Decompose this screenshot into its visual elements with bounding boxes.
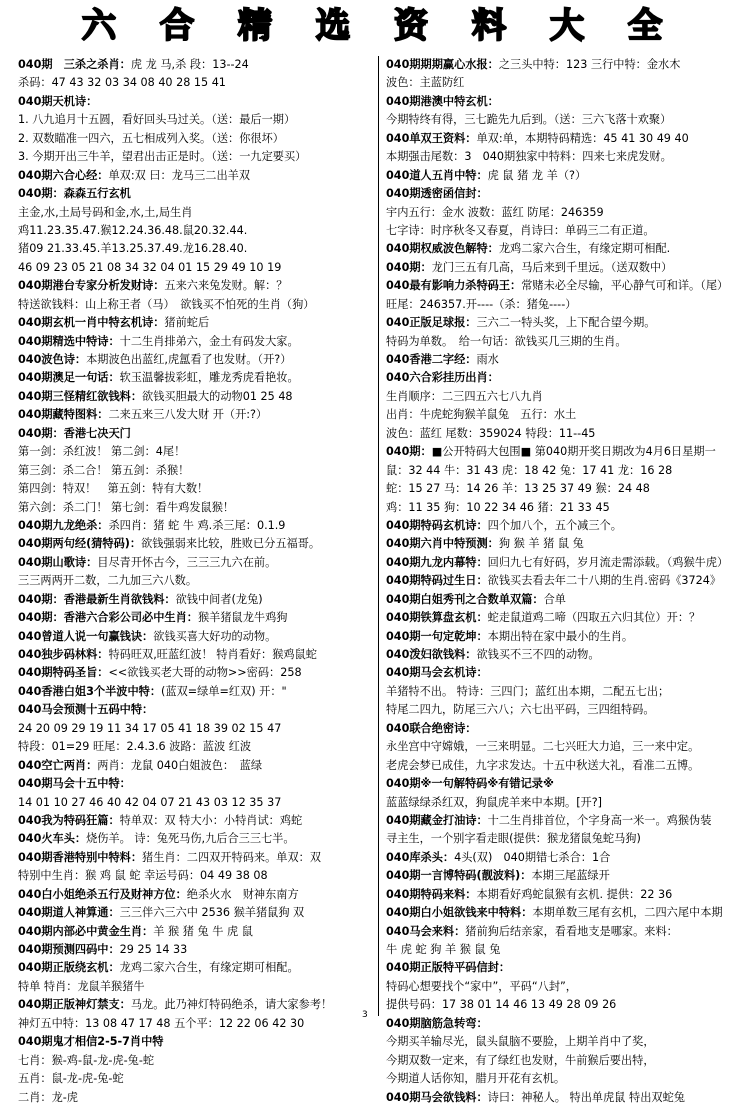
entry-text: 欲钱买喜大好功的动物。 bbox=[153, 629, 277, 643]
entry-heading: 040期一句定乾坤： bbox=[386, 629, 488, 643]
text-line bbox=[18, 757, 378, 775]
entry-heading: 040正版足球报： bbox=[386, 316, 477, 330]
text-line bbox=[386, 240, 738, 258]
entry-text: 特段：01=29 旺尾：2.4.3.6 波路：蓝波 红波 bbox=[18, 740, 252, 754]
entry-text: 龙鸡二家六合生，有缘定期可相配。 bbox=[119, 961, 299, 975]
entry-text: 1. 八九追月十五圆，看好回头马过关。（送：最后一期） bbox=[18, 113, 296, 127]
entry-text: 第六剑：杀二门！ 第七剑：看牛鸡发鼠猴！ bbox=[18, 500, 235, 514]
entry-heading: 040期铁算盘玄机： bbox=[386, 611, 488, 625]
entry-text: 本期单数三尾有玄机，二四六尾中本期 bbox=[532, 906, 723, 920]
entry-heading: 040联合绝密诗： bbox=[386, 721, 477, 735]
entry-text: 今期双数一定来，有了绿红也发财，牛前猴后要出特， bbox=[386, 1053, 655, 1067]
text-line bbox=[386, 628, 738, 646]
entry-text: 十二生肖排首位，个字身高一米一。鸡猴伪装 bbox=[487, 813, 712, 827]
entry-text: 合单 bbox=[543, 592, 566, 606]
entry-text: 本期看好鸡蛇鼠猴有玄机. 提供：22 36 bbox=[476, 887, 673, 901]
text-line bbox=[386, 296, 738, 314]
entry-heading: 040期马会玄机诗： bbox=[386, 666, 488, 680]
text-line bbox=[18, 93, 378, 111]
entry-heading: 040曾道人说一句赢钱诀： bbox=[18, 629, 154, 643]
text-line bbox=[18, 664, 378, 682]
entry-text: 出肖：牛虎蛇狗猴羊鼠兔 五行：水土 bbox=[386, 408, 577, 422]
text-line bbox=[18, 1033, 378, 1051]
text-line bbox=[386, 572, 738, 590]
entry-text: 欲钱买去看去年二十八期的生肖.密码《3724》 bbox=[487, 574, 722, 588]
entry-text: 蛇：15 27 马：14 26 羊：13 25 37 49 猴：24 48 bbox=[386, 482, 650, 496]
entry-heading: 040期透密函信封： bbox=[386, 187, 488, 201]
text-line bbox=[18, 959, 378, 977]
text-line bbox=[386, 185, 738, 203]
entry-text: 第四剑：特双！ 第五剑：特有大数！ bbox=[18, 482, 209, 496]
entry-text: 二肖：龙-虎 bbox=[18, 1090, 78, 1104]
entry-heading: 040期马会欲钱料： bbox=[386, 1090, 488, 1104]
entry-text: 单双:单，本期特码精选：45 41 30 49 40 bbox=[476, 131, 689, 145]
entry-heading: 040期玄机一肖中特玄机诗： bbox=[18, 316, 165, 330]
entry-heading: 040白小姐绝杀五行及财神方位： bbox=[18, 887, 187, 901]
entry-heading: 040期精选中特诗： bbox=[18, 334, 120, 348]
entry-text: 猪前狗后结亲家，看看地支是哪家。来料： bbox=[465, 924, 678, 938]
text-line bbox=[386, 1089, 738, 1107]
text-line bbox=[386, 812, 738, 830]
entry-heading: 040期权威波色解特： bbox=[386, 242, 499, 256]
entry-text: 回归九七有好码，岁月流走需添载。（鸡猴牛虎） bbox=[487, 555, 729, 569]
entry-text: 鸡11.23.35.47.猴12.24.36.48.鼠20.32.44. bbox=[18, 223, 248, 237]
entry-text: 生肖顺序：二三四五六七八九肖 bbox=[386, 389, 543, 403]
text-line bbox=[18, 240, 378, 258]
entry-text: 寻主生，一个别字看走眼(提供：猴龙猪鼠兔蛇马狗) bbox=[386, 832, 641, 846]
entry-heading: 040期九龙内幕特： bbox=[386, 555, 488, 569]
entry-heading: 040期特码圣旨： bbox=[18, 666, 109, 680]
entry-heading: 040期香港特别中特料： bbox=[18, 850, 143, 864]
text-line bbox=[386, 978, 738, 996]
text-line bbox=[386, 591, 738, 609]
entry-text: 主金,水,土局号码和金,水,土,局生肖 bbox=[18, 205, 193, 219]
entry-text: 24 20 09 29 19 11 34 17 05 41 18 39 02 15 47 bbox=[18, 721, 282, 735]
text-line bbox=[386, 1070, 738, 1088]
text-line bbox=[386, 388, 738, 406]
entry-heading: 040期天机诗： bbox=[18, 94, 98, 108]
entry-heading: 040期六肖中特预测： bbox=[386, 537, 499, 551]
entry-text: 14 01 10 27 46 40 42 04 07 21 43 03 12 35 37 bbox=[18, 795, 282, 809]
text-line bbox=[386, 701, 738, 719]
entry-text: 老虎会梦已成佳，九字求发达。十五中秋送大礼，看准二五博。 bbox=[386, 758, 700, 772]
text-line bbox=[18, 812, 378, 830]
text-line bbox=[18, 1089, 378, 1107]
entry-text: 马龙。此乃神灯特码绝杀，请大家参考！ bbox=[130, 998, 333, 1012]
text-line bbox=[18, 535, 378, 553]
text-line bbox=[386, 720, 738, 738]
text-line bbox=[386, 646, 738, 664]
entry-text: 特码心想要找个“家中”，平码“八封”， bbox=[386, 979, 577, 993]
entry-text: 今期买羊输尽光，鼠头鼠脑不要脸，上期羊肖中了奖， bbox=[386, 1035, 655, 1049]
entry-text: 三三两两开二数，二九加三六八数。 bbox=[18, 574, 198, 588]
text-line bbox=[386, 351, 738, 369]
title-char: 料 bbox=[472, 6, 506, 46]
entry-text: 波色：蓝红 尾数：359024 特段：11--45 bbox=[386, 426, 596, 440]
text-line bbox=[18, 609, 378, 627]
entry-text: 狗 猴 羊 猪 鼠 兔 bbox=[498, 537, 584, 551]
text-line bbox=[18, 480, 378, 498]
text-line bbox=[386, 56, 738, 74]
entry-text: 杀码：47 43 32 03 34 08 40 28 15 41 bbox=[18, 76, 226, 90]
text-line bbox=[386, 314, 738, 332]
entry-heading: 040波色诗： bbox=[18, 353, 87, 366]
entry-heading: 040泼妇欲钱料： bbox=[386, 648, 477, 661]
text-line bbox=[386, 406, 738, 424]
text-line bbox=[386, 111, 738, 129]
text-line bbox=[386, 1052, 738, 1070]
text-line bbox=[386, 499, 738, 517]
text-line bbox=[18, 923, 378, 941]
entry-text: 七字诗：时序秋冬又春夏，肖诗曰：单码三二有正道。 bbox=[386, 223, 655, 237]
title-char: 资 bbox=[394, 6, 428, 46]
entry-text: 欲钱买不三不四的动物。 bbox=[476, 648, 600, 661]
entry-text: 雨水 bbox=[476, 353, 499, 366]
text-line bbox=[18, 978, 378, 996]
text-line bbox=[386, 204, 738, 222]
text-line bbox=[18, 388, 378, 406]
entry-text: 本期强击尾数：3 040期独家中特料：四来七来虎发财。 bbox=[386, 150, 672, 164]
text-line bbox=[18, 591, 378, 609]
text-line bbox=[386, 664, 738, 682]
entry-text: 常赌未必全尽输，平心静气可和详。（尾） bbox=[521, 279, 729, 293]
entry-heading: 040期※一句解特码※有错记录※ bbox=[386, 777, 554, 791]
text-line bbox=[18, 443, 378, 461]
entry-text: 软玉温馨拔彩虹，雕龙秀虎看艳妆。 bbox=[119, 371, 299, 385]
text-line bbox=[18, 1052, 378, 1070]
text-line bbox=[386, 757, 738, 775]
entry-text: 诗曰：神秘人。 特出单虎鼠 特出双蛇兔 bbox=[487, 1090, 685, 1104]
entry-heading: 040期 三杀之杀肖： bbox=[18, 58, 131, 71]
text-line bbox=[18, 369, 378, 387]
entry-text: 单双:双 曰：龙马三二出羊双 bbox=[108, 168, 251, 182]
text-line bbox=[386, 996, 738, 1014]
entry-text: 特尾二四九，防尾三六八；六七出平码，三四组特码。 bbox=[386, 703, 655, 717]
entry-heading: 040期三怪精红欲钱料： bbox=[18, 389, 143, 403]
entry-text: 鼠：32 44 牛：31 43 虎：18 42 兔：17 41 龙：16 28 bbox=[386, 463, 673, 477]
title-char: 精 bbox=[238, 6, 272, 46]
entry-text: 本期三尾蓝绿开 bbox=[531, 869, 610, 883]
text-line bbox=[18, 628, 378, 646]
text-line bbox=[386, 130, 738, 148]
entry-text: 龙门三五有几高，马后来到千里远。（送双数中） bbox=[431, 260, 673, 274]
text-line bbox=[386, 959, 738, 977]
text-line bbox=[18, 886, 378, 904]
text-line bbox=[18, 111, 378, 129]
text-line bbox=[386, 867, 738, 885]
text-line bbox=[18, 1015, 378, 1033]
entry-heading: 040期内部必中黄金生肖： bbox=[18, 924, 154, 938]
entry-text: 本期出特在家中最小的生肖。 bbox=[487, 629, 634, 643]
entry-heading: 040期白姐秀刊之合数单双篇： bbox=[386, 592, 544, 606]
text-line bbox=[386, 462, 738, 480]
text-line bbox=[18, 738, 378, 756]
text-line bbox=[18, 646, 378, 664]
text-line bbox=[18, 554, 378, 572]
entry-heading: 040期：香港最新生肖欲钱料： bbox=[18, 592, 176, 606]
title-char: 大 bbox=[550, 6, 584, 46]
text-line bbox=[386, 277, 738, 295]
entry-heading: 040期鬼才相信2-5-7肖中特 bbox=[18, 1035, 164, 1049]
entry-text: 杀四肖：猪 蛇 牛 鸡.杀三尾：0.1.9 bbox=[108, 518, 286, 532]
text-line bbox=[18, 277, 378, 295]
entry-heading: 040香港白姐3个半波中特： bbox=[18, 684, 162, 698]
entry-heading: 040期： bbox=[386, 445, 432, 459]
entry-heading: 040库杀头： bbox=[386, 850, 455, 864]
entry-text: 烧伤羊。 诗：兔死马伤,九后合三三七半。 bbox=[86, 832, 295, 846]
text-line bbox=[18, 204, 378, 222]
entry-text: 十二生肖排弟六，金土有码发大家。 bbox=[119, 334, 299, 348]
text-line bbox=[18, 185, 378, 203]
entry-heading: 040期：香港七决天门 bbox=[18, 426, 131, 440]
right-column bbox=[386, 56, 738, 1104]
entry-heading: 040期脑筋急转弯： bbox=[386, 1016, 488, 1030]
title-char: 六 bbox=[82, 6, 116, 46]
entry-text: 提供号码：17 38 01 14 46 13 49 28 09 26 bbox=[386, 998, 617, 1012]
entry-text: 欲钱中间者(龙兔) bbox=[175, 592, 263, 606]
text-line bbox=[386, 683, 738, 701]
entry-heading: 040期一言博特码(靓波料)： bbox=[386, 869, 532, 883]
text-line bbox=[18, 130, 378, 148]
text-line bbox=[18, 314, 378, 332]
entry-heading: 040期道人神算通： bbox=[18, 906, 120, 920]
text-line bbox=[386, 443, 738, 461]
entry-text: 今期道人话你知，腊月开花有玄机。 bbox=[386, 1072, 566, 1086]
text-line bbox=[386, 517, 738, 535]
left-column bbox=[18, 56, 378, 1104]
entry-text: <<欲钱买老大哥的动物>>密码：258 bbox=[108, 666, 302, 680]
text-line bbox=[386, 1015, 738, 1033]
page-number: 3 bbox=[362, 1010, 368, 1020]
entry-heading: 040期六合心经： bbox=[18, 168, 109, 182]
text-line bbox=[18, 406, 378, 424]
entry-text: 2. 双数瞄准一四六，五七相成列入奖。（送：你很坏） bbox=[18, 131, 284, 145]
entry-text: 龙鸡二家六合生，有缘定期可相配. bbox=[498, 242, 671, 256]
text-line bbox=[386, 425, 738, 443]
text-line bbox=[386, 886, 738, 904]
entry-heading: 040期正版神灯禁支： bbox=[18, 998, 131, 1012]
text-line bbox=[18, 499, 378, 517]
text-line bbox=[18, 867, 378, 885]
entry-heading: 040马会预测十五码中特： bbox=[18, 703, 154, 717]
entry-heading: 040期藏特图料： bbox=[18, 408, 109, 422]
entry-text: 特送欲钱料：山上称王者（马） 欲钱买不怕死的生肖（狗） bbox=[18, 297, 315, 311]
entry-text: 本期波色出蓝红,虎氲看了也发财。（开?） bbox=[86, 353, 292, 366]
text-line bbox=[386, 738, 738, 756]
entry-text: 猪前蛇后 bbox=[164, 316, 210, 330]
entry-text: 波色：主蓝防红 bbox=[386, 76, 465, 90]
entry-text: 猴羊猪鼠龙牛鸡狗 bbox=[197, 611, 288, 625]
entry-text: 目尽青开怀古今，三三三九六在前。 bbox=[97, 555, 277, 569]
entry-text: 蛇走鼠道鸡二啼（四取五六归其位）开：？ bbox=[487, 611, 701, 625]
entry-heading: 040我为特码狂篇： bbox=[18, 813, 120, 827]
entry-text: 三三伴六三六中 2536 猴羊猪鼠狗 双 bbox=[119, 906, 305, 920]
entry-text: 羊 猴 猪 兔 牛 虎 鼠 bbox=[153, 924, 253, 938]
entry-text: 欲钱强弱来比较，胜败已分五福哥。 bbox=[141, 537, 321, 551]
entry-text: 羊猪特不出。 特诗：三四门；蓝红出本期，二配五七出； bbox=[386, 684, 670, 698]
entry-heading: 040单双王资料： bbox=[386, 131, 477, 145]
text-line bbox=[18, 259, 378, 277]
text-line bbox=[386, 74, 738, 92]
entry-heading: 040期预测四码中： bbox=[18, 943, 120, 956]
entry-text: 猪09 21.33.45.羊13.25.37.49.龙16.28.40. bbox=[18, 242, 248, 256]
entry-text: 旺尾：246357.开----（杀：猪兔----） bbox=[386, 297, 577, 311]
text-line bbox=[386, 941, 738, 959]
entry-text: ■公开特码大包围■ 第040期开奖日期改为4月6日星期一 bbox=[431, 445, 716, 459]
text-line bbox=[18, 148, 378, 166]
text-line bbox=[386, 148, 738, 166]
entry-text: 今期特终有得，三七跪先九后到。（送：三六飞落十欢聚） bbox=[386, 113, 672, 127]
entry-heading: 040期两句经(猜特码)： bbox=[18, 537, 142, 551]
entry-heading: 040期特码来料： bbox=[386, 887, 477, 901]
text-line bbox=[18, 222, 378, 240]
text-line bbox=[18, 904, 378, 922]
entry-text: 特码旺双,旺蓝红波！ 特肖看好：猴鸡鼠蛇 bbox=[108, 648, 317, 661]
entry-text: 第三剑：杀二合！ 第五剑：杀猴！ bbox=[18, 463, 190, 477]
text-line bbox=[18, 517, 378, 535]
entry-text: 之三头中特：123 三行中特：金水木 bbox=[498, 58, 681, 71]
entry-text: 猪生肖：二四双开特码来。单双：双 bbox=[142, 850, 322, 864]
text-line bbox=[386, 923, 738, 941]
text-line bbox=[18, 683, 378, 701]
entry-heading: 040期期期赢心水报： bbox=[386, 58, 499, 71]
entry-heading: 040六合彩挂历出肖： bbox=[386, 371, 499, 385]
text-line bbox=[18, 167, 378, 185]
text-line bbox=[18, 720, 378, 738]
entry-text: 第一剑：杀红波！ 第二剑：4尾！ bbox=[18, 445, 186, 459]
entry-text: 虎 鼠 猪 龙 羊（?） bbox=[487, 168, 587, 182]
entry-heading: 040期藏金打油诗： bbox=[386, 813, 488, 827]
title-char: 全 bbox=[628, 6, 662, 46]
entry-heading: 040期山歌诗： bbox=[18, 555, 98, 569]
text-line bbox=[18, 775, 378, 793]
text-line bbox=[386, 830, 738, 848]
entry-heading: 040期马会十五中特： bbox=[18, 777, 131, 791]
title-char: 合 bbox=[160, 6, 194, 46]
text-line bbox=[18, 296, 378, 314]
text-line bbox=[18, 996, 378, 1014]
text-line bbox=[18, 572, 378, 590]
entry-text: 宇内五行：金水 波数：蓝红 防尾：246359 bbox=[386, 205, 604, 219]
entry-text: 3. 今期开出三牛羊，望君出击正是时。（送：一九定要买） bbox=[18, 150, 307, 164]
entry-text: 特别中生肖：猴 鸡 鼠 蛇 幸运号码：04 49 38 08 bbox=[18, 869, 268, 883]
entry-text: 46 09 23 05 21 08 34 32 04 01 15 29 49 10 19 bbox=[18, 260, 282, 274]
text-line bbox=[386, 480, 738, 498]
entry-text: 特单双：双 特大小：小特肖试：鸡蛇 bbox=[119, 813, 303, 827]
text-line bbox=[386, 93, 738, 111]
entry-heading: 040独步码林料： bbox=[18, 648, 109, 661]
entry-heading: 040期：森森五行玄机 bbox=[18, 187, 131, 201]
text-line bbox=[386, 554, 738, 572]
text-line bbox=[18, 74, 378, 92]
title-char: 选 bbox=[316, 6, 350, 46]
text-line bbox=[386, 369, 738, 387]
text-line bbox=[386, 609, 738, 627]
entry-heading: 040期港澳中特玄机： bbox=[386, 94, 499, 108]
text-line bbox=[386, 167, 738, 185]
entry-text: 鸡：11 35 狗：10 22 34 46 猪：21 33 45 bbox=[386, 500, 610, 514]
entry-text: (蓝双=绿单=红双) 开：" bbox=[161, 684, 287, 698]
entry-heading: 040期：香港六合彩公司必中生肖： bbox=[18, 611, 198, 625]
page-title bbox=[0, 4, 744, 52]
entry-text: 三六二一特头奖，上下配合望今期。 bbox=[476, 316, 656, 330]
entry-heading: 040期特码过生日： bbox=[386, 574, 488, 588]
text-line bbox=[18, 425, 378, 443]
entry-text: 蓝蓝绿绿杀红双，狗鼠虎羊来中本期。[开?] bbox=[386, 795, 603, 809]
entry-text: 29 25 14 33 bbox=[119, 943, 188, 956]
text-line bbox=[386, 775, 738, 793]
text-line bbox=[386, 794, 738, 812]
entry-heading: 040最有影响力杀特码王： bbox=[386, 279, 522, 293]
entry-heading: 040火车头： bbox=[18, 832, 87, 846]
entry-text: 七肖：猴-鸡-鼠-龙-虎-兔-蛇 bbox=[18, 1053, 155, 1067]
entry-heading: 040期： bbox=[386, 260, 432, 274]
text-line bbox=[386, 904, 738, 922]
entry-text: 五肖：鼠-龙-虎-兔-蛇 bbox=[18, 1072, 124, 1086]
entry-text: 欲钱买胆最大的动物01 25 48 bbox=[142, 389, 293, 403]
entry-heading: 040香港二字经： bbox=[386, 353, 477, 366]
entry-text: 4头(双) 040期错七杀合：1合 bbox=[454, 850, 611, 864]
text-line bbox=[18, 1070, 378, 1088]
entry-text: 牛 虎 蛇 狗 羊 猴 鼠 兔 bbox=[386, 943, 501, 956]
entry-text: 神灯五中特：13 08 47 17 48 五个平：12 22 06 42 30 bbox=[18, 1016, 305, 1030]
text-line bbox=[386, 535, 738, 553]
text-line bbox=[386, 222, 738, 240]
entry-text: 特码为单数。 给一句话：欲钱买几三期的生肖。 bbox=[386, 334, 627, 348]
text-line bbox=[18, 794, 378, 812]
entry-heading: 040期正版绕玄机： bbox=[18, 961, 120, 975]
text-line bbox=[18, 351, 378, 369]
text-line bbox=[18, 849, 378, 867]
text-line bbox=[18, 830, 378, 848]
text-line bbox=[386, 849, 738, 867]
entry-heading: 040期特码玄机诗： bbox=[386, 518, 488, 532]
entry-text: 特单 特肖：龙鼠羊猴猪牛 bbox=[18, 979, 145, 993]
text-line bbox=[18, 462, 378, 480]
column-divider bbox=[378, 56, 379, 1016]
entry-heading: 040期九龙绝杀： bbox=[18, 518, 109, 532]
entry-heading: 040空亡两肖： bbox=[18, 758, 98, 772]
entry-text: 二来五来三八发大财 开（开:?） bbox=[108, 408, 268, 422]
text-line bbox=[18, 941, 378, 959]
entry-text: 五来六来兔发财。解：？ bbox=[164, 279, 288, 293]
entry-text: 两肖：龙鼠 040白姐波色： 蓝绿 bbox=[97, 758, 263, 772]
entry-heading: 040期白小姐欲钱来中特料： bbox=[386, 906, 533, 920]
text-line bbox=[18, 333, 378, 351]
entry-heading: 040期澳足一句话： bbox=[18, 371, 120, 385]
entry-text: 永坐宫中守嫦娥，一三来明显。二七兴旺大力追，三一来中定。 bbox=[386, 740, 700, 754]
text-line bbox=[18, 701, 378, 719]
text-line bbox=[386, 259, 738, 277]
entry-heading: 040期正版特平码信封： bbox=[386, 961, 511, 975]
text-line bbox=[386, 333, 738, 351]
entry-text: 四个加八个，五个减三个。 bbox=[487, 518, 622, 532]
text-line bbox=[18, 56, 378, 74]
text-line bbox=[386, 1033, 738, 1051]
entry-text: 虎 龙 马,杀 段：13--24 bbox=[130, 58, 249, 71]
entry-heading: 040道人五肖中特： bbox=[386, 168, 488, 182]
entry-heading: 040马会来料： bbox=[386, 924, 466, 938]
entry-text: 绝杀火水 财神东南方 bbox=[186, 887, 299, 901]
entry-heading: 040期港台专家分析发财诗： bbox=[18, 279, 165, 293]
